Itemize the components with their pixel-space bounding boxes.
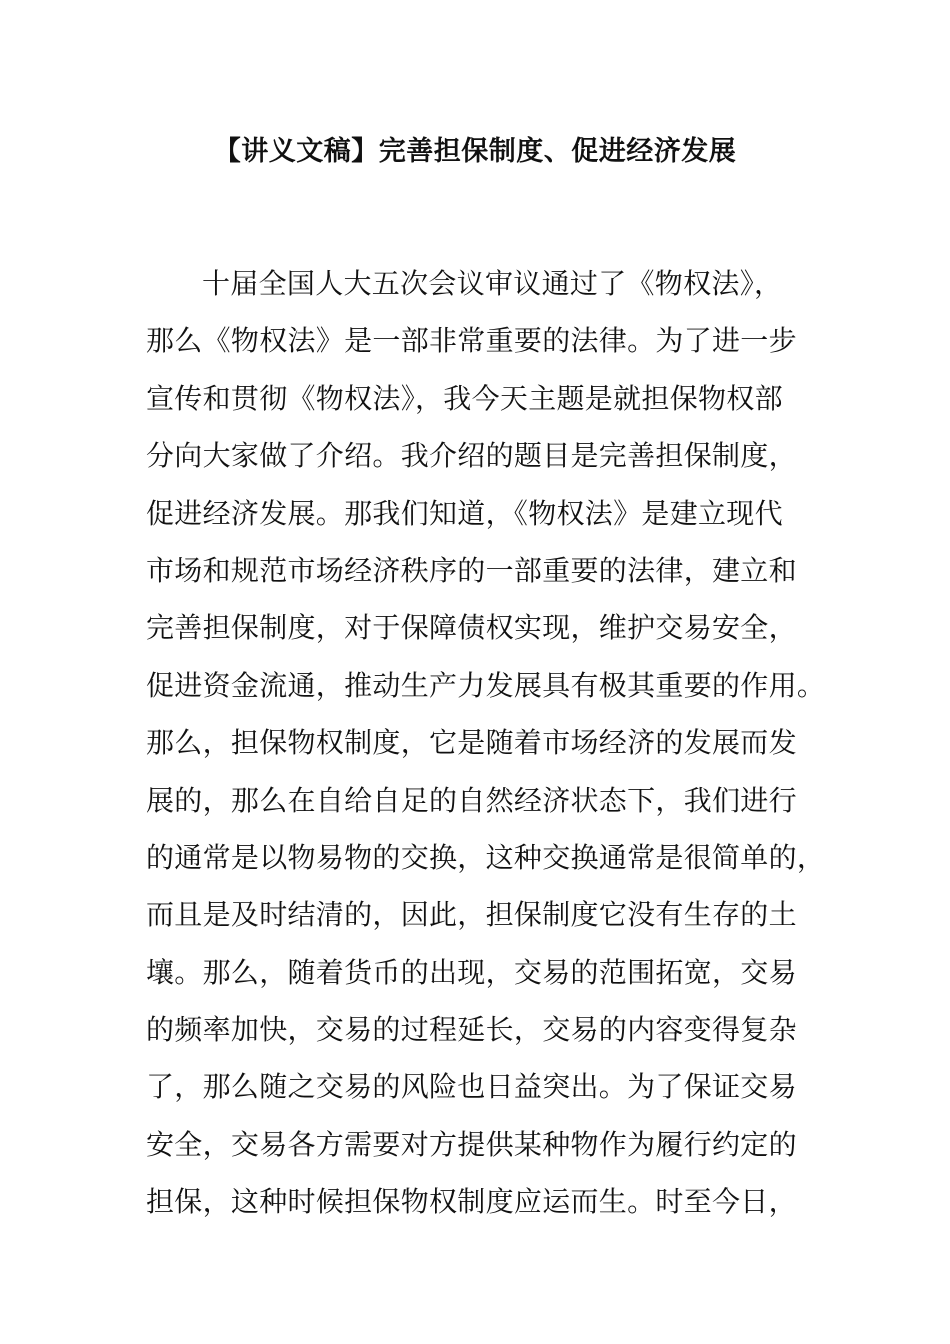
text-line: 壤。那么，随着货币的出现，交易的范围拓宽，交易 <box>146 955 797 989</box>
text-line: 十届全国人大五次会议审议通过了《物权法》， <box>202 267 783 300</box>
text-line: 市场和规范市场经济秩序的一部重要的法律，建立和 <box>146 553 797 587</box>
text-line: 安全，交易各方需要对方提供某种物作为履行约定的 <box>146 1127 797 1161</box>
text-line: 分向大家做了介绍。我介绍的题目是完善担保制度， <box>146 439 797 473</box>
document-body <box>146 262 826 1238</box>
text-line: 而且是及时结清的，因此，担保制度它没有生存的土 <box>146 898 797 932</box>
text-line: 了，那么随之交易的风险也日益突出。为了保证交易 <box>146 1070 797 1104</box>
text-line: 的频率加快，交易的过程延长，交易的内容变得复杂 <box>146 1013 797 1047</box>
text-line: 完善担保制度，对于保障债权实现，维护交易安全， <box>146 611 797 645</box>
text-line: 那么《物权法》是一部非常重要的法律。为了进一步 <box>146 324 797 358</box>
text-line: 那么，担保物权制度，它是随着市场经济的发展而发 <box>146 726 797 760</box>
text-line: 促进经济发展。那我们知道，《物权法》是建立现代 <box>146 496 783 530</box>
text-line: 担保，这种时候担保物权制度应运而生。时至今日， <box>146 1185 797 1219</box>
text-line: 宣传和贯彻《物权法》，我今天主题是就担保物权部 <box>146 381 783 415</box>
text-line: 促进资金流通，推动生产力发展具有极其重要的作用。 <box>146 668 826 702</box>
text-line: 的通常是以物易物的交换，这种交换通常是很简单的， <box>146 840 826 874</box>
text-line: 展的，那么在自给自足的自然经济状态下，我们进行 <box>146 783 797 817</box>
document-title: 【讲义文稿】完善担保制度、促进经济发展 <box>213 136 737 167</box>
